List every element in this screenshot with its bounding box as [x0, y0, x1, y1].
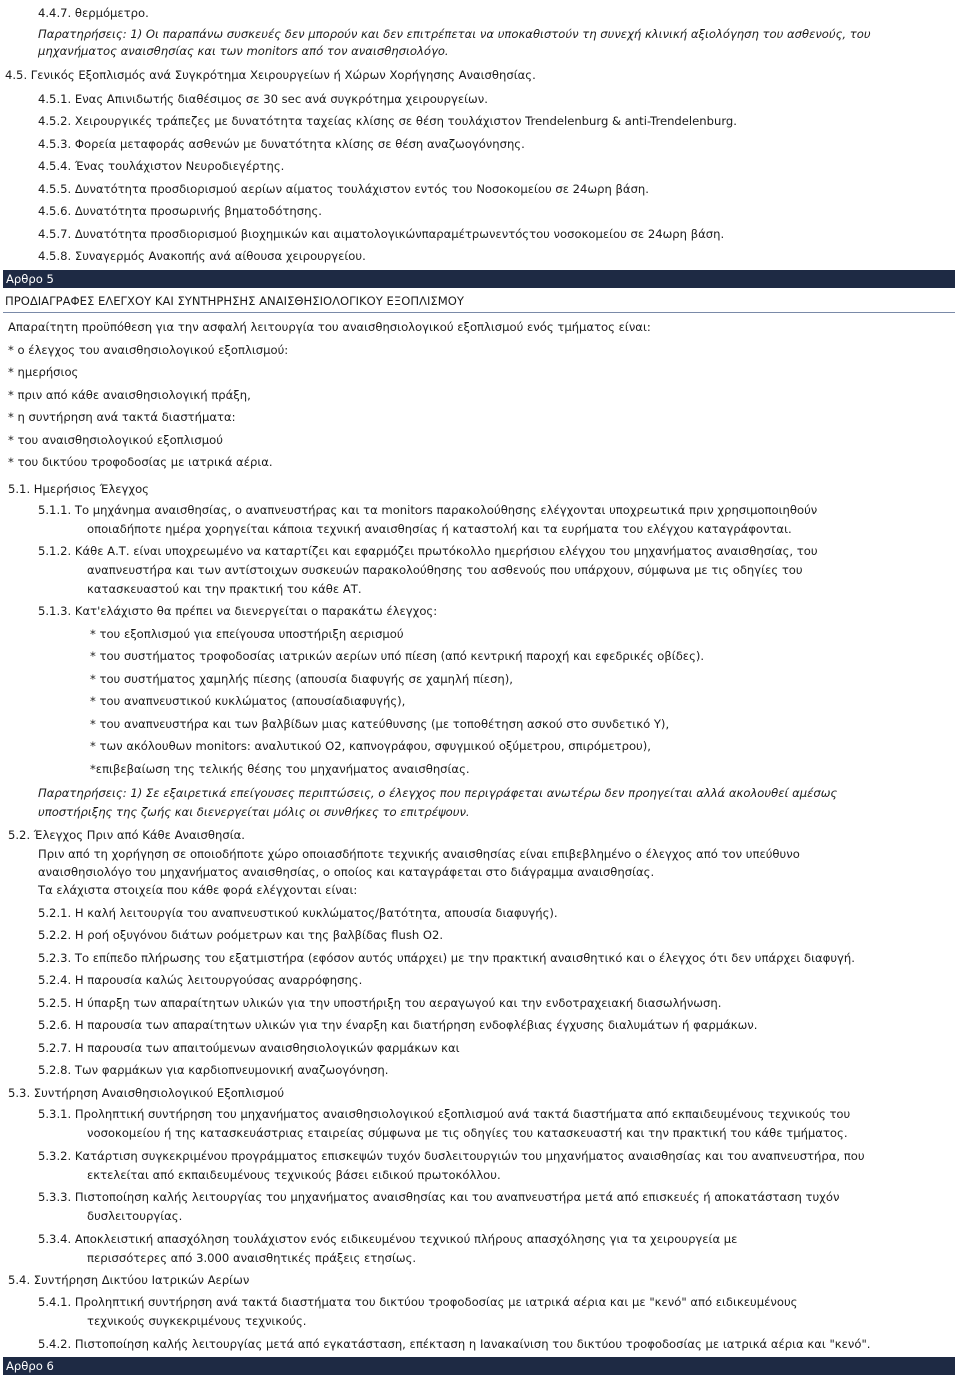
section-5-4-heading: 5.4. Συντήρηση Δικτύου Ιατρικών Αερίων — [8, 1273, 250, 1287]
check-ventilation-support: * του εξοπλισμού για επείγουσα υποστήριξη αερισμού — [90, 627, 404, 641]
item-5-4-1-line-2: τεχνικούς συγκεκριμένους τεχνικούς. — [87, 1314, 307, 1328]
article-5-title-rule — [3, 312, 955, 313]
item-5-1-2-line-1: 5.1.2. Κάθε Α.Τ. είναι υποχρεωμένο να καταρτίζει και εφαρμόζει πρωτόκολλο ημερήσιου ελέγχου του μηχανήματος αναισθησίας, του — [38, 544, 818, 558]
item-5-3-1-line-1: 5.3.1. Προληπτική συντήρηση του μηχανήματος αναισθησιολογικού εξοπλισμού ανά τακτά διαστήματα από εκπαιδευμένους τεχνικούς του — [38, 1107, 851, 1121]
check-low-pressure: * του συστήματος χαμηλής πίεσης (απουσία διαφυγής σε χαμηλή πίεση), — [90, 672, 513, 686]
item-5-1-2-line-2: αναπνευστήρα και των αντίστοιχων συσκευών παρακολούθησης του ασθενούς που υπάρχουν, σύμφωνα με τις οδηγίες του — [87, 563, 803, 577]
bullet-control: * ο έλεγχος του αναισθησιολογικού εξοπλισμού: — [8, 343, 289, 357]
item-5-4-1-line-1: 5.4.1. Προληπτική συντήρηση ανά τακτά διαστήματα του δικτύου τροφοδοσίας με ιατρικά αέρια και με "κενό" από ειδικευμένους — [38, 1295, 798, 1309]
check-final-position: *επιβεβαίωση της τελικής θέσης του μηχανήματος αναισθησίας. — [90, 762, 470, 776]
bullet-before-each: * πριν από κάθε αναισθησιολογική πράξη, — [8, 388, 251, 402]
item-4-5-1: 4.5.1. Ενας Απινιδωτής διαθέσιμος σε 30 sec ανά συγκρότημα χειρουργείων. — [38, 92, 488, 106]
item-5-2-4: 5.2.4. Η παρουσία καλώς λειτουργούσας αναρρόφησης. — [38, 973, 363, 987]
section-5-2-heading: 5.2. Έλεγχος Πριν από Κάθε Αναισθησία. — [8, 828, 245, 842]
check-gas-supply: * του συστήματος τροφοδοσίας ιατρικών αερίων υπό πίεση (από κεντρική παροχή και εφεδρικές οβίδες). — [90, 649, 705, 663]
item-5-1-2-line-3: κατασκευαστού και την πρακτική του κάθε ΑΤ. — [87, 582, 362, 596]
item-4-5-6: 4.5.6. Δυνατότητα προσωρινής βηματοδότησης. — [38, 204, 322, 218]
item-4-5-3: 4.5.3. Φορεία μεταφοράς ασθενών με δυνατότητα κλίσης σε θέση αναζωογόνησης. — [38, 137, 525, 151]
remarks-line-2: μηχανήματος αναισθησίας και των monitors από τον αναισθησιολόγο. — [38, 44, 449, 58]
item-5-3-4-line-2: περισσότερες από 3.000 αναισθητικές πράξεις ετησίως. — [87, 1251, 417, 1265]
item-5-4-2: 5.4.2. Πιστοποίηση καλής λειτουργίας μετά από εγκατάσταση, επέκταση η Ιανακαίνιση του δικτύου τροφοδοσίας με ιατρικά αέρια και "κενό". — [38, 1337, 871, 1351]
article-5-title: ΠΡΟΔΙΑΓΡΑΦΕΣ ΕΛΕΓΧΟΥ ΚΑΙ ΣΥΝΤΗΡΗΣΗΣ ΑΝΑΙΣΘΗΣΙΟΛΟΓΙΚΟΥ ΕΞΟΠΛΙΣΜΟΥ — [5, 294, 464, 308]
item-5-1-1-line-1: 5.1.1. Το μηχάνημα αναισθησίας, ο αναπνευστήρας και τα monitors παρακολούθησης ελέγχονται υποχρεωτικά πριν χρησιμοποιηθούν — [38, 503, 818, 517]
item-5-3-3-line-2: δυσλειτουργίας. — [87, 1209, 183, 1223]
item-5-2-5: 5.2.5. Η ύπαρξη των απαραίτητων υλικών για την υποστήριξη του αεραγωγού και την ενδοτραχειακή διασωλήνωση. — [38, 996, 722, 1010]
item-4-5-4: 4.5.4. Ένας τουλάχιστον Νευροδιεγέρτης. — [38, 159, 285, 173]
article-6-label: Αρθρο 6 — [6, 1359, 54, 1373]
article-5-bar — [3, 270, 955, 288]
bullet-equipment: * του αναισθησιολογικού εξοπλισμού — [8, 433, 223, 447]
item-5-2-2: 5.2.2. Η ροή οξυγόνου διάτων ροόμετρων και της βαλβίδας flush Ο2. — [38, 928, 444, 942]
item-5-3-4-line-1: 5.3.4. Αποκλειστική απασχόληση τουλάχιστον ενός ειδικευμένου τεχνικού πλήρους απασχόλησης για τα χειρουργεία με — [38, 1232, 738, 1246]
check-breathing-circuit: * του αναπνευστικού κυκλώματος (απουσίαδιαφυγής), — [90, 694, 406, 708]
item-5-3-2-line-2: εκτελείται από εκπαιδευμένους τεχνικούς βάσει ειδικού πρωτοκόλλου. — [87, 1168, 501, 1182]
item-4-5-7: 4.5.7. Δυνατότητα προσδιορισμού βιοχημικών και αιματολογικώνπαραμέτρωνεντόςτου νοσοκομείου σε 24ωρη βάση. — [38, 227, 725, 241]
item-5-1-3: 5.1.3. Κατ'ελάχιστο θα πρέπει να διενεργείται ο παρακάτω έλεγχος: — [38, 604, 438, 618]
bullet-daily: * ημερήσιος — [8, 365, 79, 379]
item-4-4-7: 4.4.7. θερμόμετρο. — [38, 6, 149, 20]
section-5-2-para-line-1: Πριν από τη χορήγηση σε οποιοδήποτε χώρο οποιασδήποτε τεχνικής αναισθησίας είναι επιβεβλημένο ο έλεγχος από τον υπεύθυνο — [38, 847, 800, 861]
item-5-2-8: 5.2.8. Των φαρμάκων για καρδιοπνευμονική αναζωογόνηση. — [38, 1063, 389, 1077]
item-4-5-2: 4.5.2. Χειρουργικές τράπεζες με δυνατότητα ταχείας κλίσης σε θέση τουλάχιστον Trendelenburg & anti-Trendelenburg. — [38, 114, 737, 128]
bullet-gas-network: * του δικτύου τροφοδοσίας με ιατρικά αέρια. — [8, 455, 273, 469]
check-monitors: * των ακόλουθων monitors: αναλυτικού Ο2, καπνογράφου, σφυγμικού οξύμετρου, σπιρόμετρου), — [90, 739, 651, 753]
article-5-label: Αρθρο 5 — [6, 272, 54, 286]
check-ventilator-valves: * του αναπνευστήρα και των βαλβίδων μιας κατεύθυνσης (με τοποθέτηση ασκού στο συνδετικό Υ), — [90, 717, 670, 731]
item-5-3-1-line-2: νοσοκομείου ή της κατασκευάστριας εταιρείας σύμφωνα με τις οδηγίες του κατασκευαστή και την πρακτική του κάθε τμήματος. — [87, 1126, 848, 1140]
item-5-2-7: 5.2.7. Η παρουσία των απαιτούμενων αναισθησιολογικών φαρμάκων και — [38, 1041, 460, 1055]
item-4-5-5: 4.5.5. Δυνατότητα προσδιορισμού αερίων αίματος τουλάχιστον εντός του Νοσοκομείου σε 24ωρη βάση. — [38, 182, 649, 196]
item-5-2-1: 5.2.1. Η καλή λειτουργία του αναπνευστικού κυκλώματος/βατότητα, απουσία διαφυγής). — [38, 906, 558, 920]
section-5-1-heading: 5.1. Ημερήσιος Έλεγχος — [8, 482, 149, 496]
section-5-2-para-line-2: αναισθησιολόγο του μηχανήματος αναισθησίας, ο οποίος και καταγράφεται στο διάγραμμα αναισθησίας. — [38, 865, 655, 879]
note-line-2: υποστήριξης της ζωής και διενεργείται μόλις οι συνθήκες το επιτρέψουν. — [38, 805, 470, 819]
item-5-3-2-line-1: 5.3.2. Κατάρτιση συγκεκριμένου προγράμματος επισκεψών τυχόν δυσλειτουργιών του μηχανήματος αναισθησίας και του αναπνευστήρα, που — [38, 1149, 865, 1163]
section-4-5-heading: 4.5. Γενικός Εξοπλισμός ανά Συγκρότημα Χειρουργείων ή Χώρων Χορήγησης Αναισθησίας. — [5, 68, 536, 82]
item-5-2-3: 5.2.3. Το επίπεδο πλήρωσης του εξατμιστήρα (εφόσον αυτός υπάρχει) με την πρακτική αναισθητικό και ο έλεγχος ότι δεν υπάρχει διαφυγή. — [38, 951, 855, 965]
bullet-maintenance: * η συντήρηση ανά τακτά διαστήματα: — [8, 410, 236, 424]
article-6-bar — [3, 1357, 955, 1375]
item-5-3-3-line-1: 5.3.3. Πιστοποίηση καλής λειτουργίας του μηχανήματος αναισθησίας και του αναπνευστήρα μετά από επισκευές ή αποκατάσταση τυχόν — [38, 1190, 840, 1204]
item-5-2-6: 5.2.6. Η παρουσία των απαραίτητων υλικών για την έναρξη και διατήρηση ενδοφλέβιας έγχυσης διαλυμάτων ή φαρμάκων. — [38, 1018, 758, 1032]
section-5-2-para-line-3: Τα ελάχιστα στοιχεία που κάθε φορά ελέγχονται είναι: — [38, 883, 358, 897]
note-line-1: Παρατηρήσεις: 1) Σε εξαιρετικά επείγουσες περιπτώσεις, ο έλεγχος που περιγράφεται ανωτέρω δεν προηγείται αλλά ακολουθεί αμέσως — [38, 786, 838, 800]
remarks-line-1: Παρατηρήσεις: 1) Οι παραπάνω συσκευές δεν μπορούν και δεν επιτρέπεται να υποκαθιστούν τη συνεχή κλινική αξιολόγηση του ασθενούς, του — [38, 27, 871, 41]
item-5-1-1-line-2: οποιαδήποτε ημέρα χορηγείται κάποια τεχνική αναισθησίας ή καταστολή και τα ευρήματα του ελέγχου καταγράφονται. — [87, 522, 792, 536]
item-4-5-8: 4.5.8. Συναγερμός Ανακοπής ανά αίθουσα χειρουργείου. — [38, 249, 366, 263]
section-5-3-heading: 5.3. Συντήρηση Αναισθησιολογικού Εξοπλισμού — [8, 1086, 285, 1100]
intro-paragraph: Απαραίτητη προϋπόθεση για την ασφαλή λειτουργία του αναισθησιολογικού εξοπλισμού ενός τμήματος είναι: — [8, 320, 651, 334]
